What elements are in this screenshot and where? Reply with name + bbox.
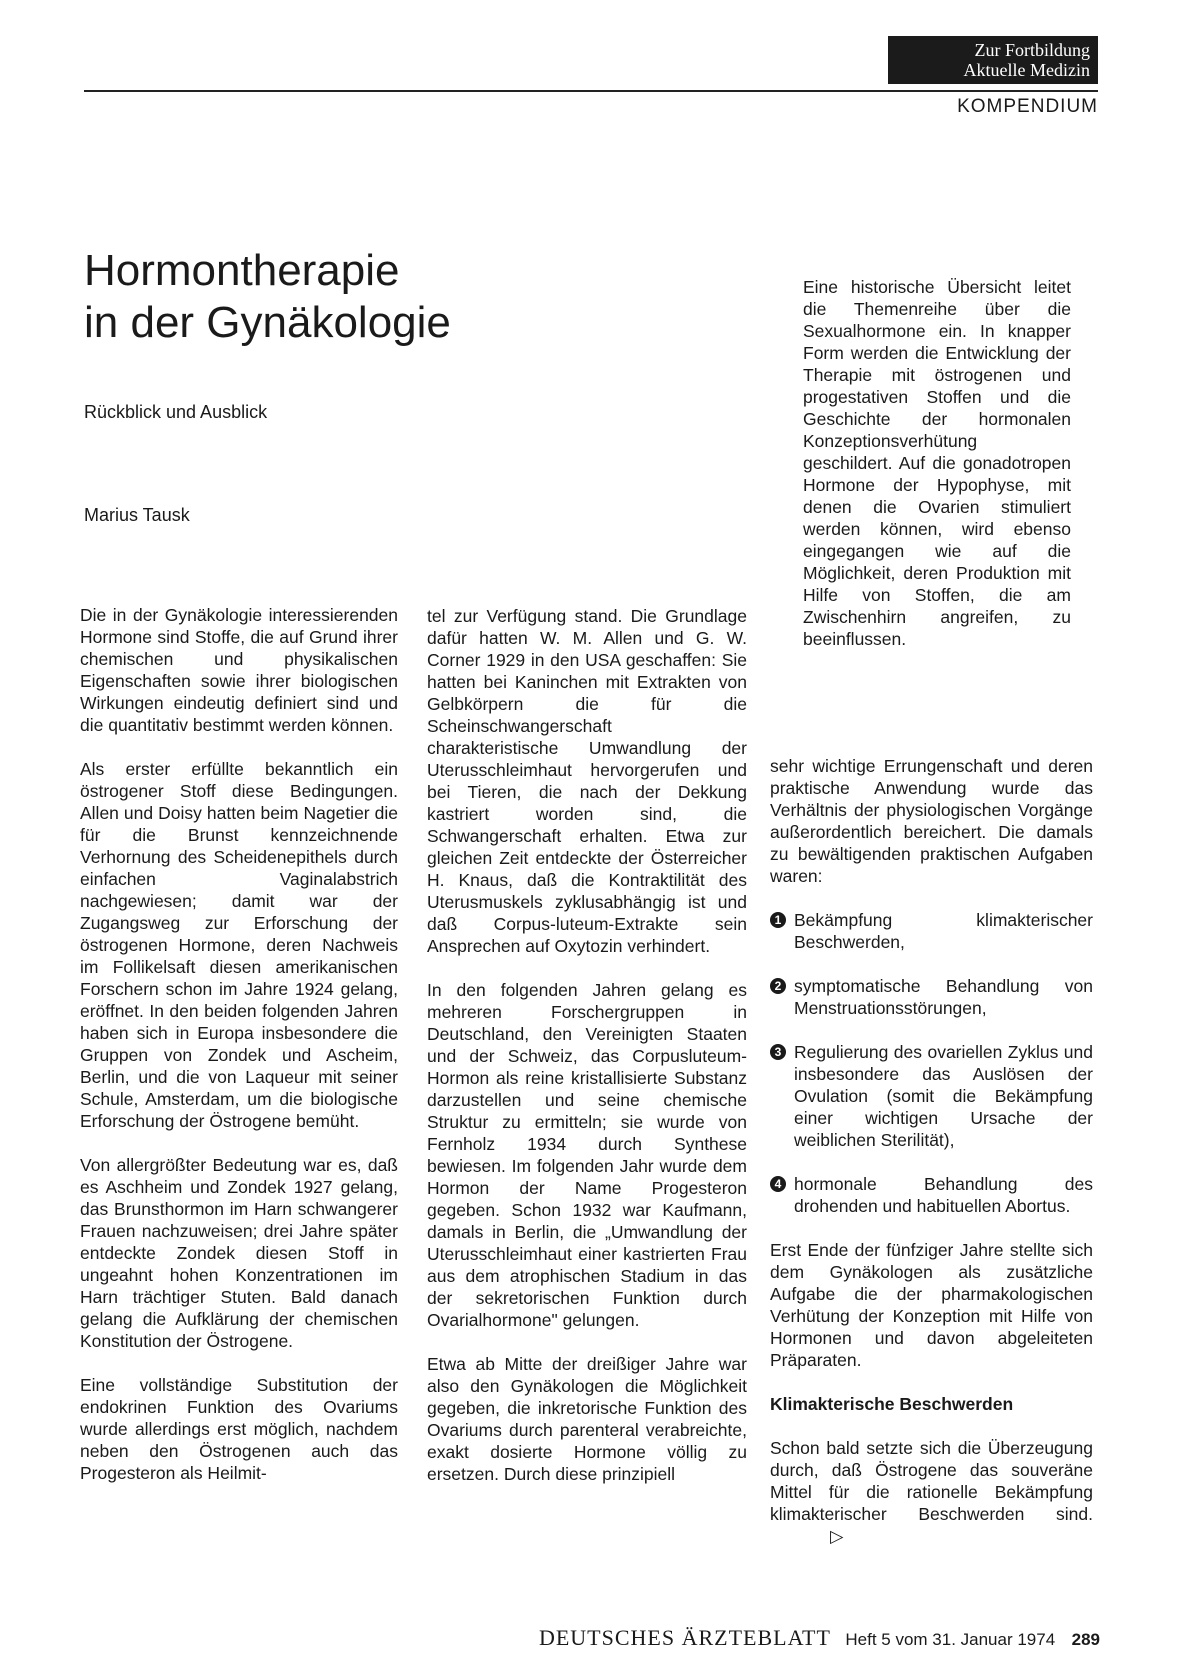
paragraph: In den folgenden Jahren gelang es mehreren Forschergruppen in Deutschland, den Vereinigten Staaten und der Schweiz, das Corpusluteum-Hormon als reine kristallisierte Substanz darzustellen und seine chemische Struktur zu ermitteln; sie wurde von Fernholz 1934 durch Synthese bewiesen. Im folgenden Jahr wurde dem Hormon der Name Progesteron gegeben. Schon 1932 war Kaufmann, damals in Berlin, die „Umwandlung der Uterusschleimhaut einer kastrierten Frau aus dem atrophischen Stadium in das der sekretorischen Funktion durch Ovarialhormone" gelungen. xyxy=(427,980,747,1330)
article-author: Marius Tausk xyxy=(84,505,190,525)
list-number-icon: 1 xyxy=(770,912,786,928)
list-item xyxy=(770,1173,1093,1217)
paragraph: Eine vollständige Substitution der endokrinen Funktion des Ovariums wurde allerdings erst möglich, nachdem neben den Östrogenen auch das Progesteron als Heilmit- xyxy=(80,1375,398,1483)
paragraph: Von allergrößter Bedeutung war es, daß es Aschheim und Zondek 1927 gelang, das Brunsthormon im Harn schwangerer Frauen nachzuweisen; drei Jahre später entdeckte Zondek diesen Stoff in ungeahnt hohen Konzentrationen im Harn trächtiger Stuten. Bald danach gelang die Aufklärung der chemischen Konstitution der Östrogene. xyxy=(80,1155,398,1351)
badge-line-1: Zur Fortbildung xyxy=(974,40,1090,60)
list-item-text: symptomatische Behandlung von Menstruationsstörungen, xyxy=(794,976,1093,1018)
list-item xyxy=(770,975,1093,1019)
paragraph: Erst Ende der fünfziger Jahre stellte sich dem Gynäkologen als zusätzliche Aufgabe die der pharmakologischen Verhütung der Konzeption mit Hilfe von Hormonen und davon abgeleiteten Präparaten. xyxy=(770,1240,1093,1370)
abstract-text: Eine historische Übersicht leitet die Themenreihe über die Sexualhormone ein. In knapper Form werden die Entwicklung der Therapie mit östrogenen und progestativen Stoffen und die Geschichte der hormonalen Konzeptionsverhütung geschildert. Auf die gonadotropen Hormone der Hypophyse, mit denen die Ovarien stimuliert werden können, wird ebenso eingegangen wie auf die Möglichkeit, deren Produktion mit Hilfe von Stoffen, die am Zwischenhirn angreifen, zu beeinflussen. xyxy=(803,277,1071,649)
page-footer xyxy=(460,1625,1100,1651)
section-heading: Klimakterische Beschwerden xyxy=(770,1394,1014,1414)
continue-arrow-icon: ▷ xyxy=(830,1526,844,1546)
journal-name: DEUTSCHES ÄRZTEBLATT xyxy=(538,1625,831,1650)
column-3 xyxy=(770,755,1093,1569)
list-number-icon: 2 xyxy=(770,978,786,994)
article-subtitle: Rückblick und Ausblick xyxy=(84,402,268,422)
paragraph: tel zur Verfügung stand. Die Grundlage dafür hatten W. M. Allen und G. W. Corner 1929 in den USA geschaffen: Sie hatten bei Kaninchen mit Extrakten von Gelbkörpern die für die Scheinschwangerschaft charakteristische Umwandlung der Uterusschleimhaut hervorgerufen und bei Tieren, die nach der Dekkung kastriert worden sind, die Schwangerschaft erhalten. Etwa zur gleichen Zeit entdeckte der Österreicher H. Knaus, daß die Kontraktilität des Uterusmuskels zyklusabhängig ist und daß Corpus-luteum-Extrakte sein Ansprechen auf Oxytozin verhindert. xyxy=(427,606,747,956)
list-item-text: Regulierung des ovariellen Zyklus und insbesondere das Auslösen der Ovulation (somit die Bekämpfung einer wichtigen Ursache der weiblichen Sterilität), xyxy=(794,1042,1093,1150)
list-item xyxy=(770,1041,1093,1151)
column-1 xyxy=(80,604,398,1506)
paragraph: sehr wichtige Errungenschaft und deren praktische Anwendung wurde das Verhältnis der physiologischen Vorgänge außerordentlich bereichert. Die damals zu bewältigenden praktischen Aufgaben waren: xyxy=(770,756,1093,886)
paragraph-text: Schon bald setzte sich die Überzeugung durch, daß Östrogene das souveräne Mittel für die rationelle Bekämpfung klimakterischer Beschwerden sind. xyxy=(770,1438,1093,1524)
list-item xyxy=(770,909,1093,953)
list-item-text: hormonale Behandlung des drohenden und habituellen Abortus. xyxy=(794,1174,1093,1216)
title-line-2: in der Gynäkologie xyxy=(84,298,451,347)
section-label: KOMPENDIUM xyxy=(957,96,1098,117)
paragraph-last xyxy=(770,1437,1093,1547)
issue-info: Heft 5 vom 31. Januar 1974 xyxy=(845,1630,1056,1649)
paragraph: Die in der Gynäkologie interessierenden Hormone sind Stoffe, die auf Grund ihrer chemischen und physikalischen Eigenschaften sowie ihrer biologischen Wirkungen eindeutig definiert sind und die quantitativ bestimmt werden können. xyxy=(80,605,398,735)
list-item-text: Bekämpfung klimakterischer Beschwerden, xyxy=(794,910,1093,952)
column-2 xyxy=(427,605,747,1507)
article-title xyxy=(84,245,644,349)
paragraph: Als erster erfüllte bekanntlich ein östrogener Stoff diese Bedingungen. Allen und Doisy hatten beim Nagetier die für die Brunst kennzeichnende Verhornung des Scheidenepithels durch einfachen Vaginalabstrich nachgewiesen; damit war der Zugangsweg zur Erforschung der östrogenen Hormone, deren Nachweis im Follikelsaft diesen amerikanischen Forschern schon im Jahre 1924 gelang, eröffnet. In den beiden folgenden Jahren haben sich in Europa insbesondere die Gruppen von Zondek und Ascheim, Berlin, und die von Laqueur mit seiner Schule, Amsterdam, um die biologische Erforschung der Östrogene bemüht. xyxy=(80,759,398,1131)
paragraph: Etwa ab Mitte der dreißiger Jahre war also den Gynäkologen die Möglichkeit gegeben, die inkretorische Funktion des Ovariums durch parenteral verabreichte, exakt dosierte Hormone völlig zu ersetzen. Durch diese prinzipiell xyxy=(427,1354,747,1484)
page-number: 289 xyxy=(1071,1630,1100,1649)
series-badge xyxy=(888,36,1098,84)
title-line-1: Hormontherapie xyxy=(84,246,400,295)
list-number-icon: 3 xyxy=(770,1044,786,1060)
header-rule xyxy=(84,90,1098,92)
abstract xyxy=(803,276,1071,672)
list-number-icon: 4 xyxy=(770,1176,786,1192)
badge-line-2: Aktuelle Medizin xyxy=(963,60,1090,80)
